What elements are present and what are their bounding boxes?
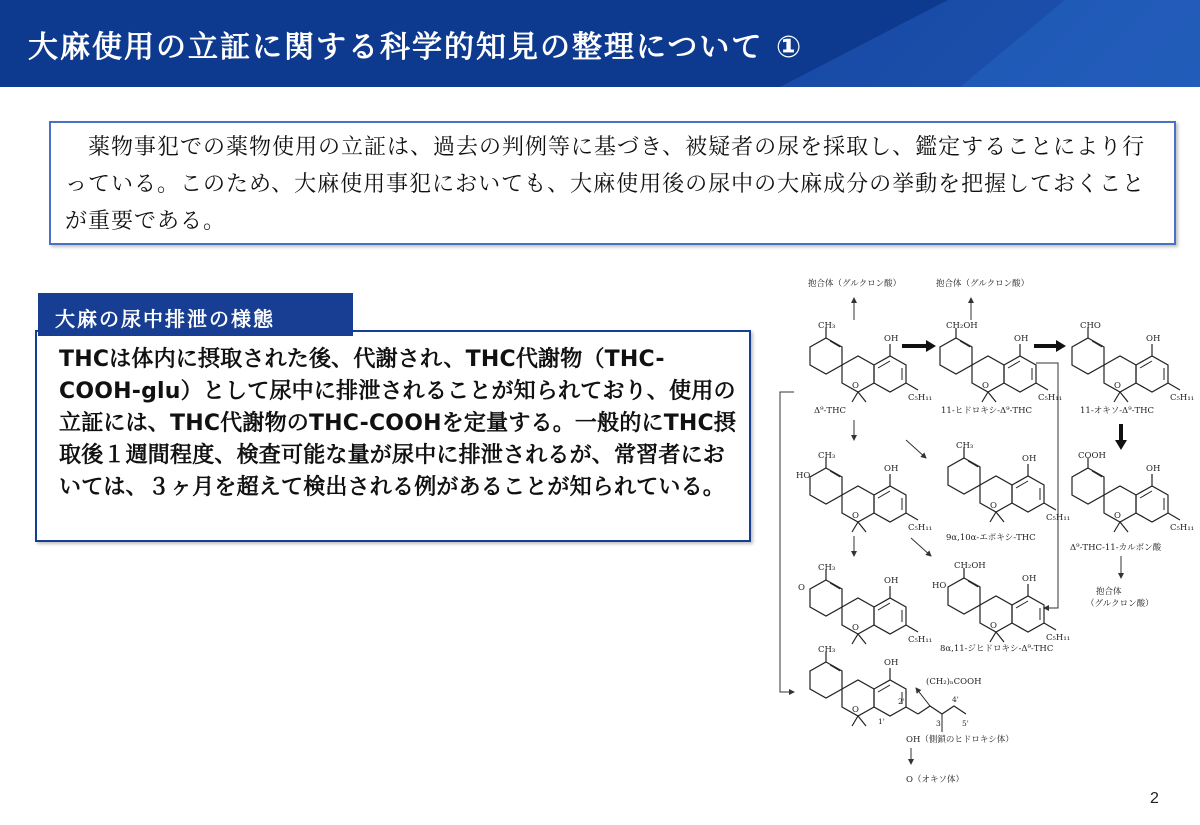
label-oxo: 11-オキソ-Δ⁹-THC xyxy=(1080,406,1155,416)
mol-o: O xyxy=(1114,511,1121,521)
mol-c5h11: C₅H₁₁ xyxy=(1046,513,1071,523)
pos-1: 1' xyxy=(878,717,885,726)
mol-oh: OH xyxy=(884,464,899,474)
page-number: 2 xyxy=(1150,790,1159,807)
label-sidechain-acid: (CH₂)ₙCOOH xyxy=(926,677,982,687)
label-thc: Δ⁹-THC xyxy=(814,406,847,416)
section-content-box xyxy=(35,330,751,542)
arrow-sidechain-acid xyxy=(916,688,930,706)
label-carboxy: Δ⁹-THC-11-カルボン酸 xyxy=(1070,543,1162,553)
mol-oh: OH xyxy=(1022,574,1037,584)
pos-3: 3' xyxy=(936,719,943,728)
conj-label-right: 抱合体 xyxy=(1096,587,1122,597)
metabolism-diagram-svg xyxy=(766,268,1200,796)
arrow-to-dihydroxy xyxy=(911,538,931,556)
label-sidechain-oxo: O（オキソ体） xyxy=(906,775,964,785)
conj-label-right-sub: （グルクロン酸） xyxy=(1086,599,1154,609)
arrow-head-2 xyxy=(1056,340,1066,352)
label-epoxy: 9α,10α-エポキシ-THC xyxy=(946,533,1036,543)
mol-oh: OH xyxy=(1146,334,1161,344)
conj-label-left: 抱合体（グルクロン酸） xyxy=(808,279,902,289)
intro-text: 薬物事犯での薬物使用の立証は、過去の判例等に基づき、被疑者の尿を採取し、鑑定することにより行っている。このため、大麻使用事犯においても、大麻使用後の尿中の大麻成分の挙動を把握しておくことが重要である。 xyxy=(65,135,1146,234)
molecule-epoxy xyxy=(948,441,1070,523)
mol-o: O xyxy=(852,511,859,521)
mol-o: O xyxy=(990,621,997,631)
molecule-hydroxy xyxy=(940,321,1062,403)
conj-label-mid: 抱合体（グルクロン酸） xyxy=(936,279,1030,289)
molecule-carboxy xyxy=(1072,451,1194,533)
arrow-head-1 xyxy=(926,340,936,352)
mol-oh: OH xyxy=(1146,464,1161,474)
mol-ho: HO xyxy=(796,471,811,481)
mol-oh: OH xyxy=(884,576,899,586)
mol-o: O xyxy=(1114,381,1121,391)
molecule-8-oxo xyxy=(798,563,932,645)
mol-c5h11: C₅H₁₁ xyxy=(1170,393,1195,403)
mol-ch3: CH₃ xyxy=(818,321,836,331)
mol-ch3: CH₃ xyxy=(818,645,836,655)
mol-oh: OH xyxy=(1014,334,1029,344)
mol-ch2oh: CH₂OH xyxy=(954,561,986,571)
mol-o-keto: O xyxy=(798,583,805,593)
mol-c5h11: C₅H₁₁ xyxy=(1170,523,1195,533)
label-hydroxy: 11-ヒドロキシ-Δ⁹-THC xyxy=(941,406,1032,416)
metabolism-diagram xyxy=(766,268,1200,796)
section-label: 大麻の尿中排泄の様態 xyxy=(38,293,353,336)
mol-cho: CHO xyxy=(1080,321,1101,331)
pos-5: 5' xyxy=(962,719,969,728)
mol-oh: OH xyxy=(884,334,899,344)
mol-o: O xyxy=(852,381,859,391)
mol-o: O xyxy=(852,705,859,715)
pos-2: 2' xyxy=(898,697,905,706)
arrow-thc-to-epoxy xyxy=(906,440,926,458)
arrow-head-3 xyxy=(1115,440,1127,450)
mol-ch3: CH₃ xyxy=(818,563,836,573)
mol-o: O xyxy=(852,623,859,633)
mol-c5h11: C₅H₁₁ xyxy=(908,523,933,533)
page-title: 大麻使用の立証に関する科学的知見の整理について ① xyxy=(28,30,804,65)
mol-c5h11: C₅H₁₁ xyxy=(908,635,933,645)
mol-ch2oh: CH₂OH xyxy=(946,321,978,331)
molecule-oxo xyxy=(1072,321,1194,403)
bracket-thc-to-sidechain xyxy=(780,392,794,692)
mol-c5h11: C₅H₁₁ xyxy=(1038,393,1063,403)
molecule-dihydroxy xyxy=(932,561,1070,643)
mol-ch3: CH₃ xyxy=(956,441,974,451)
molecule-sidechain xyxy=(810,645,918,726)
mol-ch3: CH₃ xyxy=(818,451,836,461)
mol-cooh: COOH xyxy=(1078,451,1106,461)
mol-o: O xyxy=(990,501,997,511)
mol-oh: OH xyxy=(1022,454,1037,464)
molecule-8-hydroxy xyxy=(796,451,932,533)
header-banner xyxy=(0,0,1200,87)
mol-o: O xyxy=(982,381,989,391)
molecule-thc xyxy=(810,321,932,403)
section-body-text: THCは体内に摂取された後、代謝され、THC代謝物（THC-COOH-glu）として尿中に排泄されることが知られており、使用の立証には、THC代謝物のTHC-COOHを定量する。一般的にTHC摂取後１週間程度、検査可能な量が尿中に排泄されるが、常習者においては、３ヶ月を超えて検出される例があることが知られている。 xyxy=(59,347,737,500)
intro-box xyxy=(49,121,1176,245)
mol-ho: HO xyxy=(932,581,947,591)
mol-oh: OH xyxy=(884,658,899,668)
sidechain-bonds xyxy=(918,706,966,714)
mol-c5h11: C₅H₁₁ xyxy=(1046,633,1071,643)
label-sidechain-oh: OH（側鎖のヒドロキシ体） xyxy=(906,735,1014,745)
label-dihydroxy: 8α,11-ジヒドロキシ-Δ⁹-THC xyxy=(940,644,1054,654)
mol-c5h11: C₅H₁₁ xyxy=(908,393,933,403)
pos-4: 4' xyxy=(952,695,959,704)
